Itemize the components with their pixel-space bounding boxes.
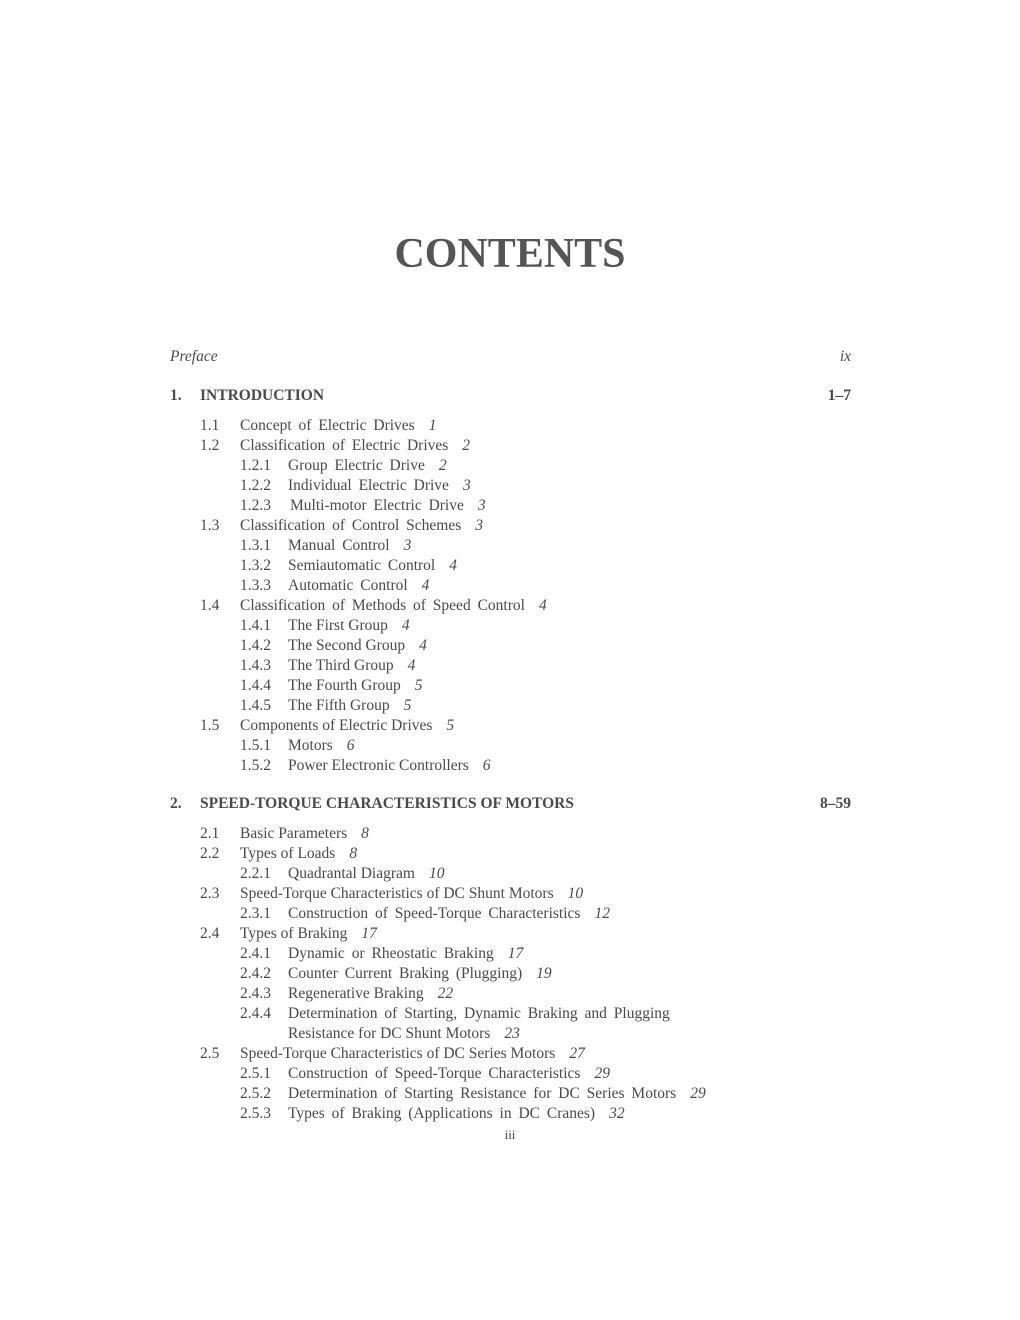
subsection-page: 12 <box>594 905 610 922</box>
section-title: Types of Braking <box>240 925 348 942</box>
chapter-number: 1. <box>170 387 182 404</box>
subsection-title-with-page <box>288 736 355 756</box>
toc-subsection-row[interactable] <box>170 656 851 676</box>
section-title-with-page <box>240 844 357 864</box>
toc-subsection-row[interactable] <box>170 536 851 556</box>
section-title: Speed-Torque Characteristics of DC Shunt Motors <box>240 885 554 902</box>
section-page: 27 <box>569 1045 585 1062</box>
toc-section-row[interactable] <box>170 516 851 536</box>
subsection-page: 2 <box>438 457 447 474</box>
subsection-title-with-page <box>288 576 429 596</box>
subsection-title-with-page <box>288 944 523 964</box>
subsection-page: 23 <box>504 1025 520 1042</box>
subsection-page: 3 <box>462 477 471 494</box>
toc-subsection-continuation-row[interactable] <box>170 1024 851 1044</box>
chapter-pages: 8–59 <box>820 795 851 812</box>
toc-subsection-row[interactable] <box>170 736 851 756</box>
subsection-title-with-page <box>288 676 423 696</box>
subsection-title: Regenerative Braking <box>288 985 424 1002</box>
subsection-page: 22 <box>437 985 454 1002</box>
section-title: Components of Electric Drives <box>240 717 433 734</box>
toc-subsection-row[interactable] <box>170 1104 851 1124</box>
section-number: 1.4 <box>200 597 220 614</box>
section-title: Concept of Electric Drives <box>240 417 415 434</box>
subsection-title: The First Group <box>288 617 388 634</box>
section-number: 1.5 <box>200 717 220 734</box>
chapter-pages: 1–7 <box>827 387 851 404</box>
subsection-number: 2.5.1 <box>240 1065 271 1082</box>
section-title-with-page <box>240 1044 585 1064</box>
subsection-title: Group Electric Drive <box>288 457 425 474</box>
subsection-page: 19 <box>536 965 552 982</box>
toc-subsection-row[interactable] <box>170 964 851 984</box>
section-title: Classification of Electric Drives <box>240 437 449 454</box>
subsection-number: 1.4.2 <box>240 637 271 654</box>
subsection-title-with-page <box>288 1104 625 1124</box>
subsection-number: 2.4.2 <box>240 965 271 982</box>
section-title: Types of Loads <box>240 845 336 862</box>
subsection-title-with-page <box>288 656 415 676</box>
subsection-title: Motors <box>288 737 333 754</box>
subsection-page: 10 <box>428 865 445 882</box>
subsection-title: The Second Group <box>288 637 406 654</box>
subsection-title: The Third Group <box>288 657 394 674</box>
subsection-title: Manual Control <box>288 537 390 554</box>
toc-subsection-row[interactable] <box>170 676 851 696</box>
toc-section-row[interactable] <box>170 884 851 904</box>
toc-subsection-row[interactable] <box>170 864 851 884</box>
subsection-number: 2.4.1 <box>240 945 271 962</box>
page-title: CONTENTS <box>394 231 626 277</box>
toc-section-row[interactable] <box>170 716 851 736</box>
subsection-title-with-page <box>290 496 486 516</box>
section-title-with-page <box>240 716 454 736</box>
subsection-number: 1.3.3 <box>240 577 271 594</box>
subsection-page: 17 <box>507 945 524 962</box>
subsection-number: 1.2.3 <box>240 497 271 514</box>
subsection-page: 4 <box>419 637 427 654</box>
subsection-title-with-page <box>288 1084 706 1104</box>
subsection-number: 1.4.4 <box>240 677 271 694</box>
section-number: 2.5 <box>200 1045 220 1062</box>
subsection-number: 2.5.3 <box>240 1105 271 1122</box>
toc-subsection-row[interactable] <box>170 456 851 476</box>
section-title-with-page <box>240 516 483 536</box>
subsection-title: The Fifth Group <box>288 697 390 714</box>
toc-subsection-row[interactable] <box>170 476 851 496</box>
section-title-with-page <box>240 436 470 456</box>
subsection-title-with-page <box>288 864 444 884</box>
section-page: 2 <box>462 437 471 454</box>
toc-chapter-row[interactable] <box>170 386 851 406</box>
toc-preface-row[interactable] <box>170 346 851 368</box>
chapter-title: SPEED-TORQUE CHARACTERISTICS OF MOTORS <box>200 795 574 812</box>
subsection-title: Determination of Starting Resistance for DC Series Motors <box>288 1085 677 1102</box>
subsection-title-continuation-with-page <box>288 1024 520 1044</box>
chapter-number: 2. <box>170 795 182 812</box>
toc-subsection-row[interactable] <box>170 636 851 656</box>
toc-subsection-row[interactable] <box>170 696 851 716</box>
section-number: 1.2 <box>200 437 220 454</box>
section-title: Classification of Methods of Speed Control <box>240 597 525 614</box>
subsection-title: Power Electronic Controllers <box>288 757 469 774</box>
section-page: 5 <box>446 717 455 734</box>
toc-subsection-row[interactable] <box>170 1084 851 1104</box>
subsection-page: 5 <box>403 697 412 714</box>
toc-chapter-row[interactable] <box>170 794 851 814</box>
subsection-page: 4 <box>421 577 430 594</box>
section-title: Classification of Control Schemes <box>240 517 462 534</box>
section-title-with-page <box>240 824 369 844</box>
subsection-title: Individual Electric Drive <box>288 477 449 494</box>
subsection-page: 3 <box>477 497 486 514</box>
preface-page: ix <box>839 348 851 365</box>
toc-section-row[interactable] <box>170 436 851 456</box>
toc-section-row[interactable] <box>170 924 851 944</box>
subsection-title-with-page <box>288 984 453 1004</box>
subsection-number: 2.4.4 <box>240 1005 271 1022</box>
section-title-with-page <box>240 924 377 944</box>
section-title-with-page <box>240 596 547 616</box>
subsection-title: Determination of Starting, Dynamic Braking and Plugging <box>288 1005 670 1022</box>
subsection-number: 2.2.1 <box>240 865 271 882</box>
page-number-footer: iii <box>504 1127 516 1142</box>
subsection-page: 4 <box>449 557 457 574</box>
subsection-page: 6 <box>346 737 355 754</box>
subsection-number: 1.4.5 <box>240 697 271 714</box>
subsection-number: 2.5.2 <box>240 1085 271 1102</box>
section-page: 1 <box>428 417 437 434</box>
section-number: 1.1 <box>200 417 220 434</box>
subsection-title-with-page <box>288 536 411 556</box>
subsection-number: 1.5.2 <box>240 757 271 774</box>
toc-subsection-row[interactable] <box>170 756 851 776</box>
section-page: 8 <box>361 825 369 842</box>
section-number: 1.3 <box>200 517 220 534</box>
subsection-page: 4 <box>401 617 410 634</box>
subsection-title: Multi-motor Electric Drive <box>290 497 464 514</box>
toc-section-row[interactable] <box>170 1044 851 1064</box>
toc-section-row[interactable] <box>170 844 851 864</box>
subsection-number: 1.2.2 <box>240 477 271 494</box>
toc-subsection-row[interactable] <box>170 944 851 964</box>
toc-subsection-row[interactable] <box>170 576 851 596</box>
section-page: 8 <box>349 845 358 862</box>
subsection-title: Construction of Speed-Torque Characteristics <box>288 905 581 922</box>
subsection-page: 29 <box>594 1065 610 1082</box>
toc-subsection-row[interactable] <box>170 904 851 924</box>
subsection-page: 3 <box>403 537 412 554</box>
toc-section-row[interactable] <box>170 596 851 616</box>
subsection-title-with-page <box>288 696 411 716</box>
subsection-title-with-page <box>288 556 457 576</box>
toc-subsection-row[interactable] <box>170 496 851 516</box>
section-number: 2.2 <box>200 845 220 862</box>
subsection-title: Automatic Control <box>288 577 408 594</box>
subsection-page: 32 <box>609 1105 625 1122</box>
toc-subsection-row[interactable] <box>170 1004 851 1024</box>
section-page: 10 <box>567 885 584 902</box>
section-page: 3 <box>475 517 483 534</box>
subsection-number: 1.3.2 <box>240 557 271 574</box>
subsection-number: 1.2.1 <box>240 457 271 474</box>
toc-section-row[interactable] <box>170 824 851 844</box>
section-page: 17 <box>361 925 377 942</box>
preface-label: Preface <box>170 348 218 365</box>
toc-subsection-row[interactable] <box>170 556 851 576</box>
subsection-title-with-page <box>288 456 447 476</box>
section-number: 2.4 <box>200 925 220 942</box>
subsection-title: Types of Braking (Applications in DC Cranes) <box>288 1105 596 1122</box>
subsection-number: 1.4.1 <box>240 617 271 634</box>
subsection-page: 6 <box>482 757 491 774</box>
section-title-with-page <box>240 884 583 904</box>
subsection-title: Construction of Speed-Torque Characteristics <box>288 1065 581 1082</box>
subsection-title-with-page <box>288 1064 610 1084</box>
section-title: Speed-Torque Characteristics of DC Series Motors <box>240 1045 556 1062</box>
subsection-title-with-page <box>288 756 491 776</box>
subsection-number: 1.5.1 <box>240 737 271 754</box>
subsection-title: Dynamic or Rheostatic Braking <box>288 945 494 962</box>
section-title-with-page <box>240 416 436 436</box>
subsection-number: 2.3.1 <box>240 905 271 922</box>
section-number: 2.3 <box>200 885 220 902</box>
subsection-title-with-page <box>288 636 427 656</box>
subsection-title: Semiautomatic Control <box>288 557 436 574</box>
subsection-number: 1.4.3 <box>240 657 271 674</box>
toc-section-row[interactable] <box>170 416 851 436</box>
table-of-contents <box>170 346 851 1124</box>
section-title: Basic Parameters <box>240 825 348 842</box>
toc-subsection-row[interactable] <box>170 616 851 636</box>
subsection-title: The Fourth Group <box>288 677 401 694</box>
subsection-number: 2.4.3 <box>240 985 271 1002</box>
toc-subsection-row[interactable] <box>170 984 851 1004</box>
chapter-title: INTRODUCTION <box>200 387 325 404</box>
subsection-page: 29 <box>690 1085 706 1102</box>
subsection-number: 1.3.1 <box>240 537 271 554</box>
section-number: 2.1 <box>200 825 220 842</box>
section-page: 4 <box>538 597 547 614</box>
subsection-title-with-page <box>288 476 471 496</box>
subsection-page: 4 <box>407 657 416 674</box>
subsection-page: 5 <box>414 677 423 694</box>
subsection-title-with-page <box>288 964 552 984</box>
subsection-title-with-page <box>288 904 610 924</box>
subsection-title-continuation: Resistance for DC Shunt Motors <box>288 1025 491 1042</box>
toc-subsection-row[interactable] <box>170 1064 851 1084</box>
subsection-title-with-page <box>288 616 410 636</box>
subsection-title: Quadrantal Diagram <box>288 865 415 882</box>
subsection-title: Counter Current Braking (Plugging) <box>288 965 523 982</box>
